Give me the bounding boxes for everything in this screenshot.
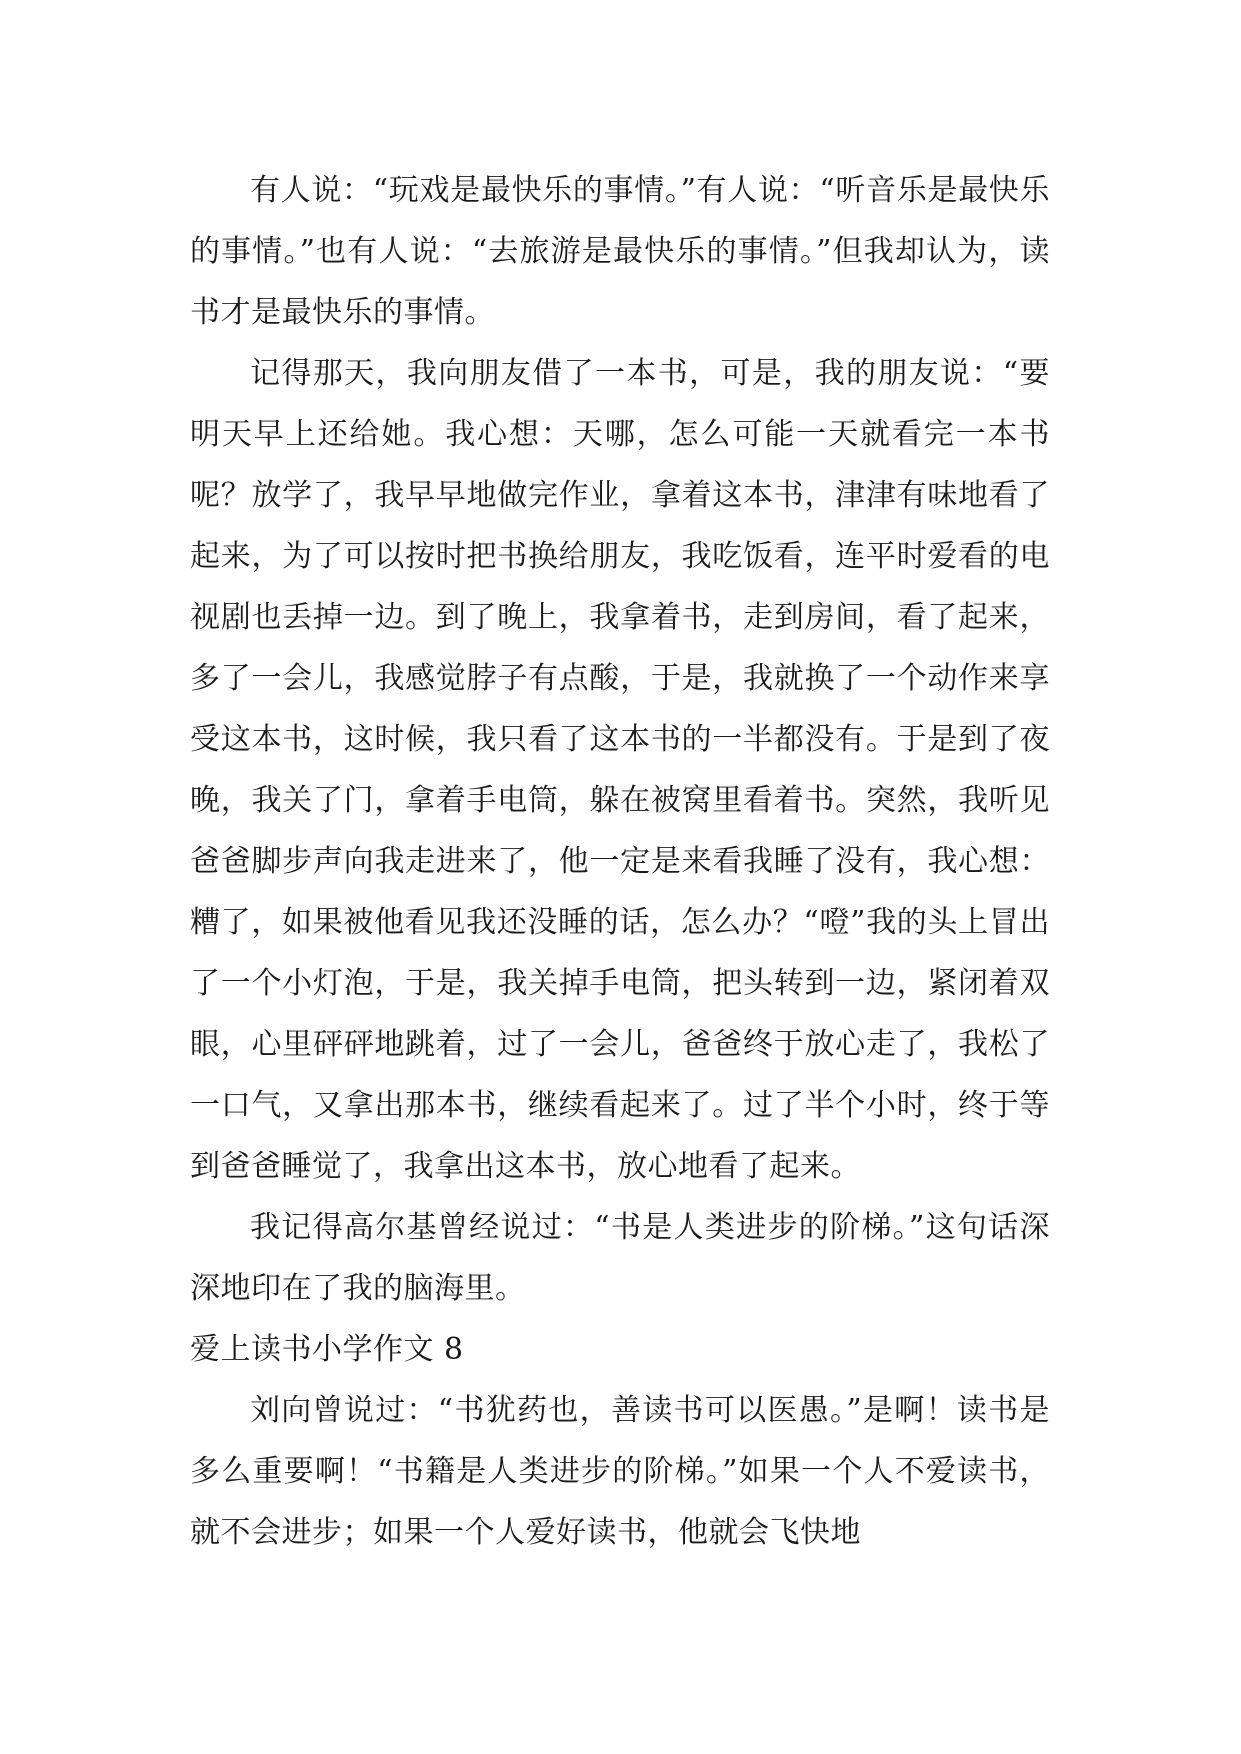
document-body <box>190 160 1050 1563</box>
paragraph-3: 我记得高尔基曾经说过：“书是人类进步的阶梯。”这句话深深地印在了我的脑海里。 <box>190 1210 1050 1306</box>
paragraph-2: 记得那天，我向朋友借了一本书，可是，我的朋友说：“要明天早上还给她。我心想：天哪，怎么可能一天就看完一本书呢？放学了，我早早地做完作业，拿着这本书，津津有味地看了起来，为了可以按时把书换给朋友，我吃饭看，连平时爱看的电视剧也丢掉一边。到了晚上，我拿着书，走到房间，看了起来，多了一会儿，我感觉脖子有点酸，于是，我就换了一个动作来享受这本书，这时候，我只看了这本书的一半都没有。于是到了夜晚，我关了门，拿着手电筒，躲在被窝里看着书。突然，我听见爸爸脚步声向我走进来了，他一定是来看我睡了没有，我心想：糟了，如果被他看见我还没睡的话，怎么办？“噔”我的头上冒出了一个小灯泡，于是，我关掉手电筒，把头转到一边，紧闭着双眼，心里砰砰地跳着，过了一会儿，爸爸终于放心走了，我松了一口气，又拿出那本书，继续看起来了。过了半个小时，终于等到爸爸睡觉了，我拿出这本书，放心地看了起来。 <box>190 356 1050 1184</box>
section-title: 爱上读书小学作文 8 <box>190 1332 464 1367</box>
paragraph-4: 刘向曾说过：“书犹药也，善读书可以医愚。”是啊！读书是多么重要啊！“书籍是人类进步的阶梯。”如果一个人不爱读书，就不会进步；如果一个人爱好读书，他就会飞快地 <box>190 1393 1050 1550</box>
paragraph-1: 有人说：“玩戏是最快乐的事情。”有人说：“听音乐是最快乐的事情。”也有人说：“去旅游是最快乐的事情。”但我却认为，读书才是最快乐的事情。 <box>190 173 1050 330</box>
